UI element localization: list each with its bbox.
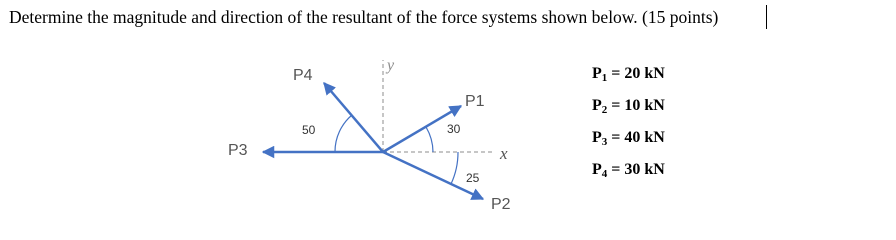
angle-arc-50 [335,115,352,152]
vector-p4 [324,83,383,152]
force-values-list [592,60,665,188]
force-p2: $P_2 = 10$ kN [592,97,665,116]
label-p4: P4 [293,67,313,84]
angle-arc-25 [451,152,458,184]
angle-arc-30 [426,127,433,152]
force-p4: $P_4 = 30$ kN [592,161,665,180]
problem-statement: Determine the magnitude and direction of the resultant of the force systems shown below. (15 points) [9,7,719,27]
label-p1: P1 [465,93,485,110]
axis-label-x: x [500,144,508,163]
label-p2: P2 [491,196,511,213]
axis-label-y: y [387,57,395,74]
angle-label-50: 50 [302,123,316,137]
angle-label-30: 30 [447,122,461,136]
angle-label-25: 25 [466,171,480,185]
force-p1: $P_1 = 20$ kN [592,65,665,84]
force-p3: $P_3 = 40$ kN [592,129,665,148]
label-p3: P3 [228,142,248,159]
